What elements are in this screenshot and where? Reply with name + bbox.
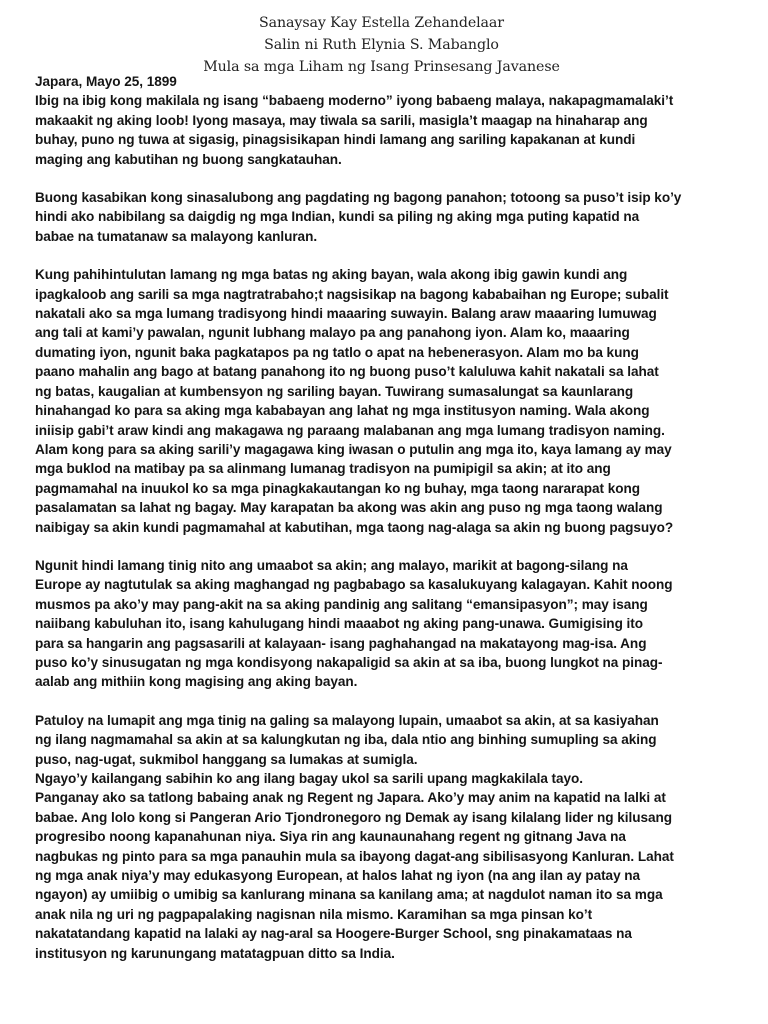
text-line: buhay, puno ng tuwa at sigasig, pinagsisikapan hindi lamang ang sariling kapakanan at kundi	[35, 132, 636, 148]
text-line: Alam kong para sa aking sarili’y magagawa king iwasan o putulin ang mga ito, kaya lamang ay may	[35, 441, 672, 457]
text-line: puso, nag-ugat, sukmibol hanggang sa lumakas at sumigla.	[35, 751, 418, 767]
text-line: naibigay sa akin kundi pagmamahal at kabutihan, mga taong nag-alaga sa akin ng buong pagsuyo?	[35, 519, 674, 535]
paragraph-2	[35, 188, 728, 246]
paragraph-gap	[35, 169, 728, 188]
text-line: Ngayo’y kailangang sabihin ko ang ilang bagay ukol sa sarili upang magkakilala tayo.	[35, 771, 584, 786]
translator-credit: Salin ni Ruth Elynia S. Mabanglo	[264, 37, 499, 53]
text-line: dumating iyon, ngunit baka pagkatapos pa ng tatlo o apat na hebenerasyon. Alam mo ba kung	[35, 344, 639, 360]
text-line: babae. Ang lolo kong si Pangeran Ario Tjondronegoro ng Demak ay isang kilalang lider ng kilusang	[35, 809, 672, 825]
text-line: Ngunit hindi lamang tinig nito ang umaabot sa akin; ang malayo, marikit at bagong-silang na	[35, 557, 628, 573]
text-line: ng ilang nagmamahal sa akin at sa kalungkutan ng iba, dala ntio ang binhing sumupling sa aking	[35, 732, 657, 748]
letter-body	[35, 72, 728, 963]
text-line: musmos pa ako’y may pang-akit na sa aking pandinig ang salitang “emansipasyon”; may isang	[35, 596, 648, 612]
text-line: ipagkaloob ang sarili sa mga nagtratrabaho;t nagsisikap na bagong kababaihan ng Europe; subalit	[35, 286, 669, 302]
paragraph-1	[35, 91, 728, 169]
paragraph-gap	[35, 246, 728, 265]
paragraph-gap	[35, 537, 728, 556]
text-line: Ibig na ibig kong makilala ng isang “babaeng moderno” iyong babaeng malaya, nakapagmamalaki’t	[35, 93, 674, 109]
text-line: maging ang kabutihan ng buong sangkatauhan.	[35, 151, 342, 167]
text-line: Buong kasabikan kong sinasalubong ang pagdating ng bagong panahon; totoong sa puso’t isip ko’y	[35, 190, 682, 206]
text-line: iniisip gabi’t araw kindi ang makagawa ng paraang malabanan ang mga lumang tradisyon naming.	[35, 422, 665, 438]
text-line: institusyon ng karunungang matatagpuan ditto sa India.	[35, 945, 395, 961]
text-line: ngayon) ay umiibig o umibig sa kanlurang minana sa kanilang ama; at nagdulot naman ito sa mga	[35, 887, 663, 903]
text-line: para sa hangarin ang pagsasarili at kalayaan- isang paghahangad na makatayong mag-isa. Ang	[35, 635, 647, 651]
essay-title: Sanaysay Kay Estella Zehandelaar	[259, 15, 504, 31]
text-line: Europe ay nagtutulak sa aking maghangad ng pagbabago sa kasalukuyang kalagayan. Kahit noong	[35, 577, 673, 593]
text-line: pagmamahal na inuukol ko sa mga pinagkakautangan ko ng buhay, mga taong nararapat kong	[35, 480, 641, 496]
text-line: naiibang kabuluhan ito, isang kahulugang hindi maaabot ng aking pang-unawa. Gumigising ito	[35, 616, 644, 632]
text-line: Panganay ako sa tatlong babaing anak ng Regent ng Japara. Ako’y may anim na kapatid na lalki at	[35, 790, 666, 806]
paragraph-4	[35, 556, 728, 692]
text-line: puso ko’y sinusugatan ng mga kondisyong nakapaligid sa akin at sa iba, buong lungkot na pinag-	[35, 654, 663, 670]
letter-dateline: Japara, Mayo 25, 1899	[35, 74, 177, 89]
text-line: hindi ako nabibilang sa daigdig ng mga Indian, kundi sa piling ng aking mga puting kapatid na	[35, 209, 640, 225]
text-line: progresibo noong kapanahunan niya. Siya rin ang kaunaunahang regent ng gitnang Java na	[35, 829, 626, 845]
text-line: aalab ang mithiin kong magising ang aking bayan.	[35, 674, 358, 690]
paragraph-3	[35, 265, 728, 537]
text-line: paano mahalin ang bago at batang panahong ito ng buong puso’t kaluluwa kahit nakatali sa lahat	[35, 364, 659, 380]
text-line: babae na tumatanaw sa malayong kanluran.	[35, 228, 318, 244]
text-line: nakatatandang kapatid na lalaki ay nag-aral sa Hoogere-Burger School, sng pinakamataas na	[35, 926, 632, 942]
text-line: hinahangad ko para sa aking mga kababayan ang lahat ng mga institusyon naming. Wala akong	[35, 403, 650, 419]
text-line: ng mga anak niya’y may edukasyong European, at halos lahat ng iyon (na ang ilan ay patay na	[35, 868, 641, 884]
document-header	[35, 12, 728, 78]
text-line: anak nila ng uri ng pagpapalaking nagisnan nila mismo. Karamihan sa mga pinsan ko’t	[35, 906, 593, 922]
text-line: mga buklod na matibay pa sa alinmang lumanag tradisyon na pumipigil sa akin; at ito ang	[35, 461, 611, 477]
text-line: ng batas, kaugalian at kumbensyon ng sariling bayan. Tuwirang sumasalungat sa kaunlarang	[35, 383, 634, 399]
text-line: pasalamatan sa lahat ng bagay. May karapatan ba akong was akin ang puso ng mga taong walang	[35, 500, 663, 516]
paragraph-gap	[35, 692, 728, 711]
text-line: makaakit ng aking loob! Iyong masaya, may tiwala sa sarili, masigla’t maagap na hinaharap ang	[35, 112, 648, 128]
text-line: nagbukas ng pinto para sa mga panauhin mula sa ibayong dagat-ang sibilisasyong Kanluran. Lahat	[35, 848, 674, 864]
source-line: Mula sa mga Liham ng Isang Prinsesang Javanese	[203, 59, 560, 75]
text-line: ang tali at kami’y pawalan, ngunit lubhang malayo pa ang panahong iyon. Alam ko, maaaring	[35, 325, 630, 341]
text-line: nakatali ako sa mga lumang tradisyong hindi maaaring suwayin. Balang araw maaaring lumuwag	[35, 306, 657, 322]
text-line: Patuloy na lumapit ang mga tinig na galing sa malayong lupain, umaabot sa akin, at sa kasiyahan	[35, 712, 659, 728]
paragraph-5	[35, 711, 728, 963]
text-line: Kung pahihintulutan lamang ng mga batas ng aking bayan, wala akong ibig gawin kundi ang	[35, 267, 628, 283]
